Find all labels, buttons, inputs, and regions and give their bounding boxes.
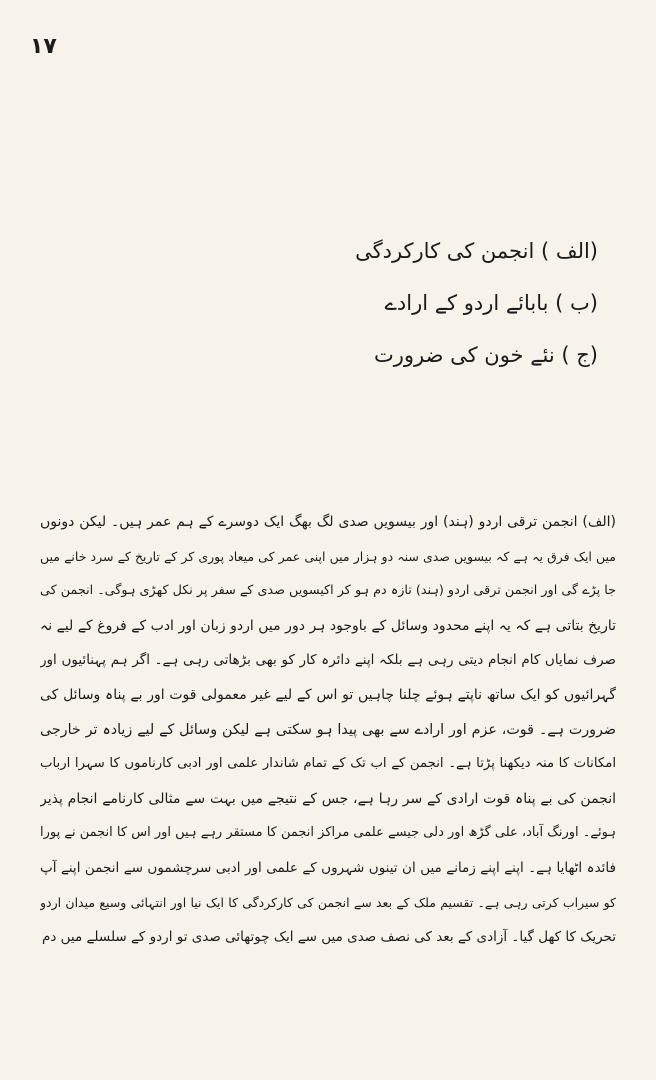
text-line: کو سیراب کرتی رہی ہے۔ تقسیم ملک کے بعد سے انجمن کی کارکردگی کا ایک نیا اور انتہائی وسیع میدان اردو (40, 894, 616, 910)
page-number: ١٧ (30, 34, 57, 59)
text-line: تحریک کا کھل گیا۔ آزادی کے بعد کی نصف صدی میں سے ایک چوتھائی صدی تو اردو کے سلسلے میں دم (41, 929, 616, 946)
text-line: گہرائیوں کو ایک ساتھ ناپتے ہوئے چلنا چاہیں تو اس کے لیے غیر معمولی قوت اور بے پناہ وسائل کی (40, 686, 616, 703)
text-line: امکانات کا منہ دیکھنا پڑتا ہے۔ انجمن کے اب تک کے تمام شاندار علمی اور ادبی کارناموں کا سہرا ارباب (40, 756, 616, 772)
outline-item-jeem: (ج ) نئے خون کی ضرورت (373, 343, 598, 367)
text-line: ضرورت ہے۔ قوت، عزم اور ارادے سے بھی پیدا ہو سکتی ہے لیکن وسائل کے لیے زیادہ تر خارجی (40, 721, 616, 738)
text-line: تاریخ بتاتی ہے کہ یہ اپنے محدود وسائل کے باوجود ہر دور میں اردو زبان اور ادب کے فروغ کے لیے نہ (40, 617, 616, 634)
text-line: میں ایک فرق یہ ہے کہ بیسویں صدی سنہ دو ہزار میں اپنی عمر کی میعاد پوری کر کے تاریخ کے سرد خانے میں (40, 548, 616, 564)
outline-item-alif: (الف ) انجمن کی کارکردگی (355, 239, 598, 263)
text-line: انجمن کی بے پناہ قوت ارادی کے سر رہا ہے، جس کے نتیجے میں بہت سے مثالی کارنامے انجام پذیر (40, 790, 616, 807)
text-line: فائدہ اٹھایا ہے۔ اپنے اپنے زمانے میں ان تینوں شہروں کے علمی اور ادبی سرچشموں سے انجمن اپنے آپ (40, 859, 616, 876)
text-line: (الف) انجمن ترقی اردو (ہند) اور بیسویں صدی لگ بھگ ایک دوسرے کے ہم عمر ہیں۔ لیکن دونوں (40, 514, 616, 530)
text-line: صرف نمایاں کام انجام دیتی رہی ہے بلکہ اپنے دائرہ کار کو بھی بڑھاتی رہی ہے۔ اگر ہم پہنائیوں اور (40, 652, 616, 669)
text-line: ہوئے۔ اورنگ آباد، علی گڑھ اور دلی جیسے علمی مراکز انجمن کا مستقر رہے ہیں اور اس کا انجمن نے پورا (40, 825, 616, 841)
body-paragraph (40, 512, 616, 962)
text-line: جا پڑے گی اور انجمن ترقی اردو (ہند) تازہ دم ہو کر اکیسویں صدی کے سفر پر نکل کھڑی ہوگی۔ انجمن کی (40, 583, 616, 599)
section-outline (178, 238, 598, 394)
outline-item-be: (ب ) بابائے اردو کے ارادے (384, 291, 598, 315)
